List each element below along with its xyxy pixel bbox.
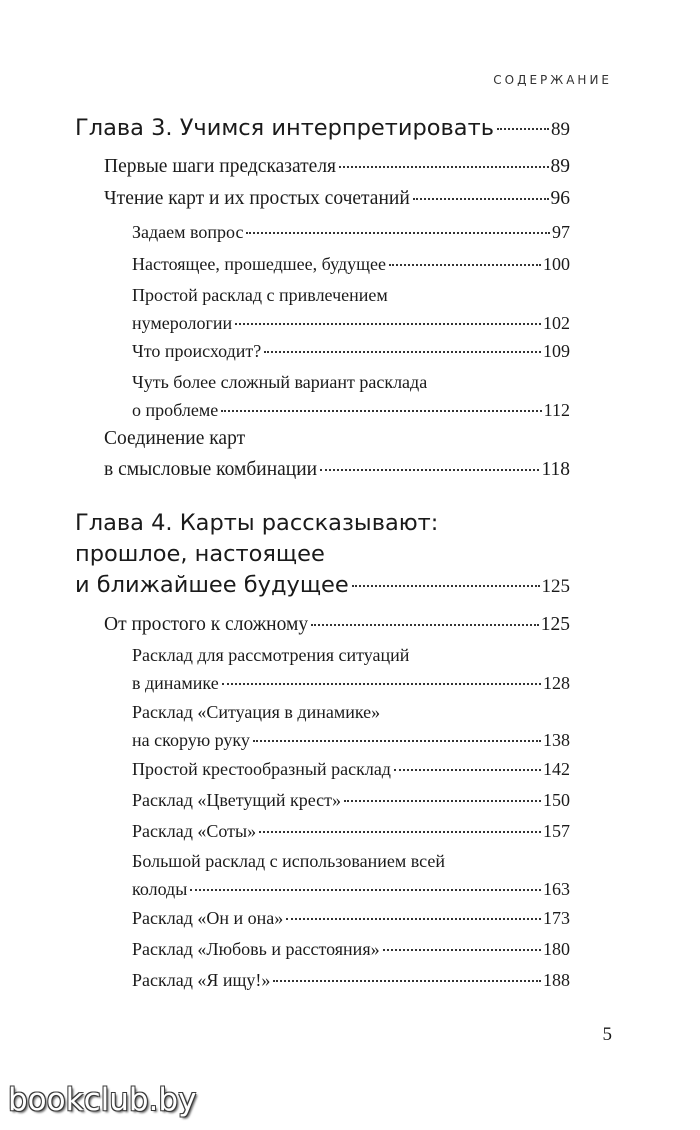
toc-entry-title-cont: в смысловые комбинации [104, 459, 318, 480]
toc-entry [132, 250, 570, 278]
toc-entry-chapter-4 [75, 508, 570, 602]
dot-leader [264, 351, 541, 353]
dot-leader [190, 889, 541, 891]
toc-page-number: 89 [551, 119, 570, 140]
toc-entry [132, 755, 570, 783]
toc-page-number: 150 [543, 790, 570, 810]
toc-entry-title: От простого к сложному [104, 614, 309, 635]
toc-entry-title: Расклад «Соты» [132, 821, 257, 841]
toc-entry [132, 847, 570, 903]
toc-page-number: 128 [543, 673, 570, 693]
toc-entry [104, 609, 570, 640]
toc-entry-title-cont: нумерологии [132, 313, 233, 333]
toc-page-number: 102 [543, 313, 570, 333]
toc-entry-title: Большой расклад с использованием всей [132, 851, 445, 871]
toc-entry [132, 337, 570, 365]
toc-page-number: 188 [543, 970, 570, 990]
toc-page-number: 125 [541, 576, 570, 597]
dot-leader [320, 469, 539, 471]
toc-entry-title: Расклад «Ситуация в динамике» [132, 702, 381, 722]
dot-leader [235, 323, 541, 325]
toc-entry-title: Глава 4. Карты рассказывают: [75, 510, 439, 536]
toc-page-number: 97 [552, 222, 570, 242]
toc-entry-title: Чуть более сложный вариант расклада [132, 372, 428, 392]
toc-entry-title-cont: и ближайшее будущее [75, 572, 349, 598]
toc-entry [132, 817, 570, 845]
toc-entry [132, 368, 570, 424]
toc-entry-title: Простой расклад с привлечением [132, 285, 388, 305]
toc-entry [132, 935, 570, 963]
toc-entry-title: Расклад «Я ищу!» [132, 970, 271, 990]
toc-page-number: 138 [543, 730, 570, 750]
dot-leader [222, 683, 541, 685]
dot-leader [352, 585, 540, 587]
running-head: СОДЕРЖАНИЕ [493, 73, 612, 87]
toc-entry [104, 151, 570, 182]
toc-entry [132, 904, 570, 932]
toc-entry-title: Простой крестообразный расклад [132, 759, 391, 779]
toc-entry [132, 218, 570, 246]
toc-page-number: 109 [543, 341, 570, 361]
toc-entry-title: Глава 3. Учимся интерпретировать [75, 115, 494, 141]
toc-entry-title: Расклад для рассмотрения ситуаций [132, 645, 410, 665]
toc-entry-title: Задаем вопрос [132, 222, 244, 242]
dot-leader [221, 410, 541, 412]
toc-entry-title: Что происходит? [132, 341, 262, 361]
toc-page-number: 163 [543, 879, 570, 899]
toc-entry-title-cont: колоды [132, 879, 188, 899]
dot-leader [389, 264, 541, 266]
toc-entry [132, 698, 570, 754]
toc-entry-title: Расклад «Любовь и расстояния» [132, 939, 380, 959]
toc-entry-title: Чтение карт и их простых сочетаний [104, 188, 410, 209]
dot-leader [259, 831, 541, 833]
toc-entry-title: Соединение карт [104, 428, 246, 449]
toc-entry [132, 281, 570, 337]
toc-entry-title-cont: о проблеме [132, 400, 219, 420]
toc-page-number: 112 [543, 400, 570, 420]
toc-entry [132, 966, 570, 994]
toc-entry [132, 641, 570, 697]
site-watermark: bookclub.by [8, 1082, 197, 1118]
toc-page-number: 125 [540, 614, 570, 635]
dot-leader [311, 624, 539, 626]
toc-entry-title-cont: прошлое, настоящее [75, 541, 325, 567]
dot-leader [339, 166, 548, 168]
toc-entry-chapter-3 [75, 113, 570, 145]
toc-page-number: 96 [550, 188, 570, 209]
toc-page-number: 173 [543, 908, 570, 928]
dot-leader [246, 232, 550, 234]
toc-entry-title: Расклад «Цветущий крест» [132, 790, 342, 810]
toc-entry [132, 786, 570, 814]
dot-leader [273, 980, 541, 982]
toc-page-number: 89 [550, 156, 570, 177]
toc-entry-title: Настоящее, прошедшее, будущее [132, 254, 386, 274]
toc-page-number: 180 [543, 939, 570, 959]
toc-entry [104, 183, 570, 214]
dot-leader [497, 128, 549, 130]
dot-leader [253, 740, 541, 742]
toc-entry [104, 423, 570, 485]
dot-leader [413, 198, 549, 200]
dot-leader [394, 769, 541, 771]
toc-page-number: 142 [543, 759, 570, 779]
toc-entry-title: Расклад «Он и она» [132, 908, 284, 928]
dot-leader [344, 800, 541, 802]
dot-leader [286, 918, 541, 920]
dot-leader [383, 949, 541, 951]
toc-page-number: 118 [541, 459, 570, 480]
toc-entry-title-cont: в динамике [132, 673, 219, 693]
page-number: 5 [602, 1024, 612, 1045]
toc-entry-title: Первые шаги предсказателя [104, 156, 337, 177]
toc-entry-title-cont: на скорую руку [132, 730, 250, 750]
toc-page-number: 157 [543, 821, 570, 841]
toc-page-number: 100 [543, 254, 570, 274]
